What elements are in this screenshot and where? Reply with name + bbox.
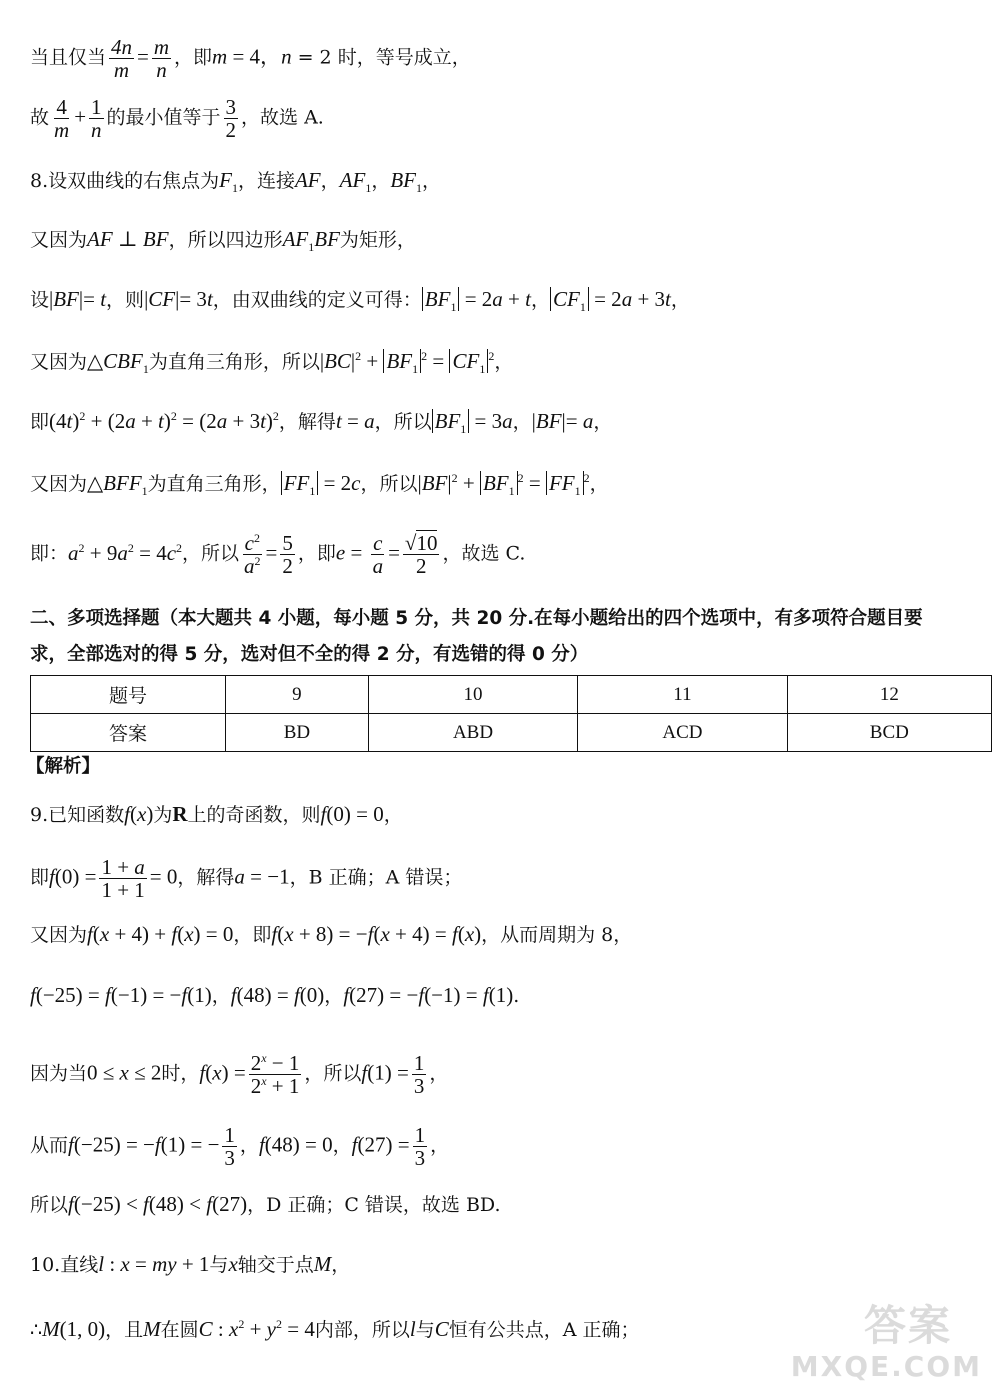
watermark-logo: 答案 MXQE.COM — [790, 1301, 982, 1383]
line-9: 即：$a^2 + 9a^2 = 4c^2$，所以 $\frac{c^2}{a^2}$ = $\frac{5}{2}$ ，即e = $\frac{c}{a}$ = $\frac{√10}{2}$ ，故选 C. — [30, 531, 526, 579]
fraction: $\frac{c^2}{a^2}$ — [244, 531, 261, 579]
fraction: $\frac{1 + a}{1 + 1}$ — [101, 855, 145, 903]
line-4: 又因为AF ⊥ BF，所以四边形$AF_1BF$为矩形， — [30, 227, 416, 255]
table-cell: ACD — [578, 714, 787, 752]
line-12: 又因为f(x + 4) + f(x) = 0，即f(x + 8) = −f(x + 4) = f(x)，从而周期为 8， — [30, 922, 633, 946]
table-cell: 11 — [578, 676, 787, 714]
fraction: $\frac{1}{3}$ — [413, 1051, 425, 1099]
line-16: 所以f(−25) < f(48) < f(27)，D 正确；C 错误，故选 BD. — [30, 1192, 501, 1216]
line-3: 8.设双曲线的右焦点为$F_1$，连接AF，$AF_1$，$BF_1$， — [30, 168, 441, 196]
line-14: 因为当0 ≤ x ≤ 2时，f(x) = $\frac{2^x - 1}{2^x + 1}$ ，所以f(1) = $\frac{1}{3}$ ， — [30, 1051, 449, 1099]
table-cell: BCD — [787, 714, 991, 752]
fraction: $\frac{3}{2}$ — [225, 95, 237, 143]
table-cell: 10 — [368, 676, 577, 714]
table-cell: 答案 — [31, 714, 226, 752]
table-cell: BD — [226, 714, 369, 752]
table-cell: 题号 — [31, 676, 226, 714]
fraction: $\frac{c}{a}$ — [372, 531, 384, 579]
line-8: 又因为$\triangle BFF_1$为直角三角形， $FF_1 = 2c$，所以$|BF|^2 + BF_1^2 = FF_1^2$， — [30, 471, 609, 499]
line-13: f(−25) = f(−1) = −f(1)，f(48) = f(0)，f(27) = −f(−1) = f(1). — [30, 983, 520, 1007]
line-10: 9.已知函数f(x)为R上的奇函数，则f(0) = 0， — [30, 802, 403, 826]
line-11: 即f(0) = $\frac{1 + a}{1 + 1}$ = 0，解得a = −1，B 正确；A 错误； — [30, 855, 463, 903]
fraction: $\frac{4}{m}$ — [54, 95, 70, 143]
line-18: ∴M(1, 0)，且M在圆C : $x^2 + y^2 = 4$内部，所以l与C恒有公共点，A 正确； — [30, 1317, 640, 1341]
analysis-heading: 【解析】 — [26, 756, 101, 777]
fraction: $\frac{1}{3}$ — [414, 1123, 426, 1171]
fraction: $\frac{4n}{m}$ — [111, 35, 133, 83]
line-5: 设|BF|= t，则|CF|= 3t，由双曲线的定义可得： $BF_1 = 2a + t$， $CF_1 = 2a + 3t$， — [30, 287, 690, 315]
fraction: $\frac{2^x - 1}{2^x + 1}$ — [250, 1051, 300, 1099]
fraction: $\frac{m}{n}$ — [153, 35, 170, 83]
section-heading: 二、多项选择题（本大题共 4 小题，每小题 5 分，共 20 分.在每小题给出的四个选项中，有多项符合题目要 — [30, 608, 923, 629]
line-2: 故 $\frac{4}{m}$ + $\frac{1}{n}$ 的最小值等于 $\frac{3}{2}$ ，故选 A. — [30, 95, 324, 143]
table-cell: ABD — [368, 714, 577, 752]
table-cell: 12 — [787, 676, 991, 714]
line-15: 从而f(−25) = −f(1) = − $\frac{1}{3}$ ，f(48) = 0，f(27) = $\frac{1}{3}$ ， — [30, 1123, 450, 1171]
fraction: $\frac{5}{2}$ — [282, 531, 293, 579]
line-7: 即$(4t)^2 + (2a + t)^2 = (2a + 3t)^2$，解得t = a，所以 $BF_1 = 3a$，|BF|= a， — [30, 409, 613, 437]
fraction: $\frac{√10}{2}$ — [404, 531, 438, 579]
answer-table — [30, 675, 992, 752]
section-heading-cont: 求，全部选对的得 5 分，选对但不全的得 2 分，有选错的得 0 分） — [30, 644, 589, 665]
line-1: 当且仅当 $\frac{4n}{m}$ = $\frac{m}{n}$ ，即m = 4，n = 2 时，等号成立， — [30, 35, 471, 83]
line-17: 10.直线l : x = my + 1与x轴交于点M， — [30, 1252, 351, 1276]
table-cell: 9 — [226, 676, 369, 714]
table-row — [31, 714, 992, 752]
table-row — [31, 676, 992, 714]
fraction: $\frac{1}{3}$ — [224, 1123, 235, 1171]
fraction: $\frac{1}{n}$ — [91, 95, 102, 143]
line-6: 又因为$\triangle CBF_1$为直角三角形，所以$|BC|^2 + BF_1^2 = CF_1^2$， — [30, 349, 514, 377]
